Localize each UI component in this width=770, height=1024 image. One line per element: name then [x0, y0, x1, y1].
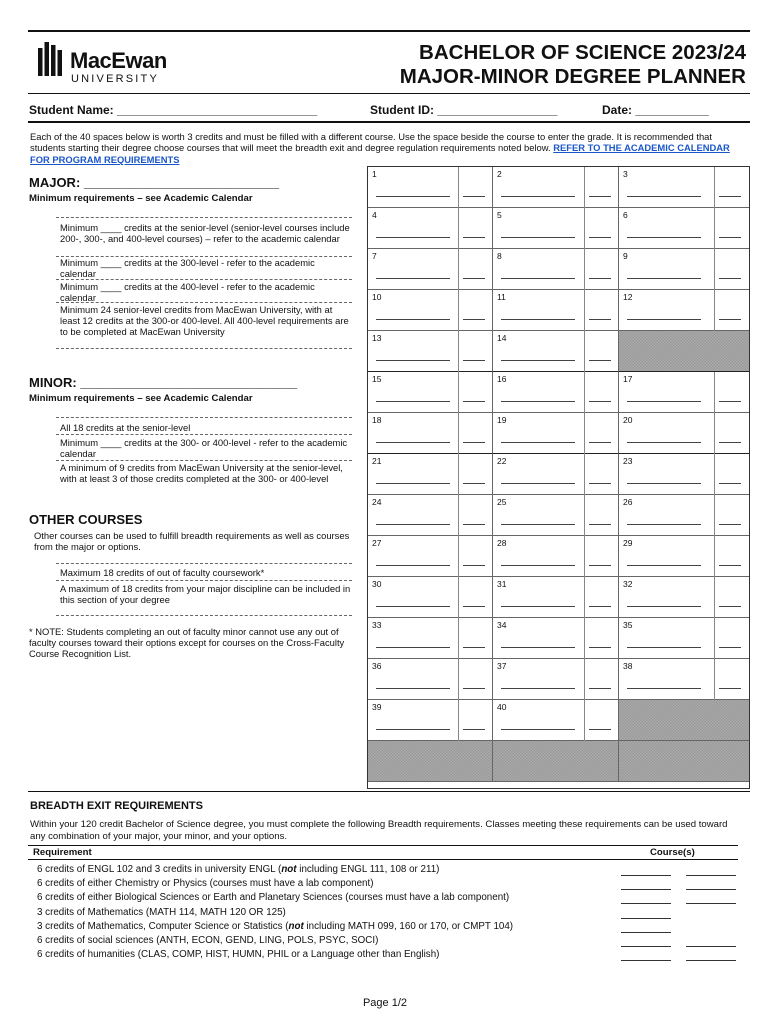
grade-divider: [458, 495, 459, 536]
course-blank[interactable]: [621, 903, 671, 904]
grade-line[interactable]: [719, 483, 741, 484]
breadth-intro: Within your 120 credit Bachelor of Science degree, you must complete the following Breadth requirements. Classes meeting these requirements can be used toward any combination of your major, your minor, and your options.: [30, 819, 728, 842]
requirement-text: 6 credits of either Chemistry or Physics (courses must have a lab component): [37, 878, 374, 890]
grade-line[interactable]: [589, 483, 611, 484]
course-slot-12[interactable]: [619, 290, 749, 331]
grade-divider: [714, 290, 715, 331]
course-slot-36[interactable]: [368, 659, 493, 700]
course-slot-number: 16: [497, 374, 507, 384]
breadth-requirement: [37, 921, 513, 932]
course-slot-number: 8: [497, 251, 502, 261]
course-slot-number: 33: [372, 620, 382, 630]
grade-divider: [714, 577, 715, 618]
grade-divider: [714, 618, 715, 659]
calendar-link[interactable]: REFER TO THE ACADEMIC CALENDAR FOR PROGRAM REQUIREMENTS: [30, 142, 730, 165]
header-rule: [28, 93, 750, 94]
course-slot-number: 39: [372, 702, 382, 712]
requirement-text: 6 credits of either Biological Sciences or Earth and Planetary Sciences (courses must have a lab component): [37, 892, 510, 904]
course-name-line[interactable]: [376, 401, 450, 402]
course-slot-number: 19: [497, 415, 507, 425]
course-slot-20[interactable]: [619, 413, 749, 454]
course-slot-26[interactable]: [619, 495, 749, 536]
course-slot-number: 4: [372, 210, 377, 220]
grade-divider: [458, 372, 459, 413]
course-slot-8[interactable]: [493, 249, 619, 290]
course-name-line[interactable]: [501, 319, 575, 320]
course-slot-17[interactable]: [619, 372, 749, 413]
course-name-line[interactable]: [376, 278, 450, 279]
course-slot-number: 3: [623, 169, 628, 179]
grade-divider: [458, 331, 459, 372]
course-slot-number: 31: [497, 579, 507, 589]
grade-line[interactable]: [463, 278, 485, 279]
major-req-4: Minimum 24 senior-level credits from MacEwan University, with at least 12 credits at the 300-or 400-level. All 400-level requirements are to be completed at MacEwan University: [60, 304, 349, 337]
divider: [56, 302, 352, 303]
course-name-line[interactable]: [376, 196, 450, 197]
course-name-line[interactable]: [376, 729, 450, 730]
grade-line[interactable]: [589, 729, 611, 730]
course-slot-number: 20: [623, 415, 633, 425]
grade-line[interactable]: [719, 442, 741, 443]
course-slot-16[interactable]: [493, 372, 619, 413]
grade-divider: [714, 659, 715, 700]
grade-line[interactable]: [463, 688, 485, 689]
grade-divider: [714, 208, 715, 249]
grade-line[interactable]: [463, 237, 485, 238]
course-name-line[interactable]: [501, 729, 575, 730]
grade-divider: [458, 536, 459, 577]
course-slot-19[interactable]: [493, 413, 619, 454]
grade-line[interactable]: [463, 606, 485, 607]
course-name-line[interactable]: [501, 483, 575, 484]
divider: [56, 434, 352, 435]
shaded-pattern: [619, 700, 749, 740]
course-name-line[interactable]: [501, 278, 575, 279]
course-name-line[interactable]: [376, 565, 450, 566]
course-name-line[interactable]: [376, 360, 450, 361]
other-heading: OTHER COURSES: [29, 512, 143, 527]
course-name-line[interactable]: [501, 196, 575, 197]
breadth-requirement: [37, 907, 286, 918]
course-slot-number: 35: [623, 620, 633, 630]
grade-line[interactable]: [463, 360, 485, 361]
course-name-line[interactable]: [627, 483, 701, 484]
grade-divider: [584, 495, 585, 536]
grade-line[interactable]: [589, 237, 611, 238]
grade-divider: [584, 413, 585, 454]
grade-line[interactable]: [463, 647, 485, 648]
course-slot-number: 7: [372, 251, 377, 261]
major-heading: MAJOR: ___________________________: [29, 175, 280, 190]
grade-line[interactable]: [589, 319, 611, 320]
intro-text: [30, 131, 746, 165]
grade-line[interactable]: [463, 442, 485, 443]
grade-divider: [584, 700, 585, 741]
grade-divider: [584, 454, 585, 495]
divider: [56, 615, 352, 616]
course-slot-number: 40: [497, 702, 507, 712]
other-req-2: A maximum of 18 credits from your major discipline can be included in this section of your degree: [60, 583, 351, 605]
grade-divider: [584, 249, 585, 290]
course-slot-13[interactable]: [368, 331, 493, 372]
grade-line[interactable]: [589, 278, 611, 279]
requirement-text: 6 credits of ENGL 102 and 3 credits in university ENGL (: [37, 864, 282, 875]
course-slot-number: 32: [623, 579, 633, 589]
grade-divider: [458, 618, 459, 659]
breadth-requirement: [37, 878, 374, 889]
course-slot-number: 34: [497, 620, 507, 630]
divider: [56, 460, 352, 461]
grade-divider: [584, 290, 585, 331]
grade-line[interactable]: [463, 483, 485, 484]
course-blank[interactable]: [621, 918, 671, 919]
grade-line[interactable]: [589, 401, 611, 402]
course-name-line[interactable]: [501, 606, 575, 607]
minor-heading: MINOR: ______________________________: [29, 375, 298, 390]
grade-line[interactable]: [589, 647, 611, 648]
student-id-field[interactable]: Student ID: __________________: [370, 103, 558, 117]
course-blank[interactable]: [621, 946, 671, 947]
grade-divider: [458, 249, 459, 290]
grade-line[interactable]: [719, 278, 741, 279]
course-slot-number: 24: [372, 497, 382, 507]
course-slot-28[interactable]: [493, 536, 619, 577]
course-name-line[interactable]: [627, 606, 701, 607]
shaded-empty-slot: [493, 741, 619, 782]
table-header-rule: [28, 859, 738, 860]
course-name-line[interactable]: [376, 319, 450, 320]
course-slot-number: 30: [372, 579, 382, 589]
divider: [56, 217, 352, 218]
course-name-line[interactable]: [627, 401, 701, 402]
page-number: Page 1/2: [362, 997, 408, 1009]
requirement-text: 3 credits of Mathematics, Computer Science or Statistics (: [37, 920, 289, 932]
course-slot-39[interactable]: [368, 700, 493, 741]
course-name-line[interactable]: [376, 647, 450, 648]
course-name-line[interactable]: [376, 442, 450, 443]
grade-line[interactable]: [589, 360, 611, 361]
course-slot-1[interactable]: [368, 167, 493, 208]
requirement-text-end: including ENGL 111, 108 or 211): [296, 864, 440, 875]
grade-divider: [584, 577, 585, 618]
course-slot-number: 17: [623, 374, 633, 384]
other-description: Other courses can be used to fulfill breadth requirements as well as courses from the major or options.: [34, 530, 350, 552]
course-slot-number: 14: [497, 333, 507, 343]
course-name-line[interactable]: [501, 524, 575, 525]
course-slot-number: 27: [372, 538, 382, 548]
course-slot-6[interactable]: [619, 208, 749, 249]
course-slot-number: 28: [497, 538, 507, 548]
course-slot-37[interactable]: [493, 659, 619, 700]
grade-divider: [584, 372, 585, 413]
course-slot-35[interactable]: [619, 618, 749, 659]
course-slot-32[interactable]: [619, 577, 749, 618]
requirement-emphasis: not: [288, 920, 304, 932]
shaded-empty-slot: [619, 741, 749, 782]
course-name-line[interactable]: [501, 647, 575, 648]
grade-divider: [584, 331, 585, 372]
grade-line[interactable]: [463, 729, 485, 730]
intro-body: Each of the 40 spaces below is worth 3 credits and must be filled with a different course. Use the space beside the course to enter the grade. It is recommended that students starting their degree choose courses that will meet the breadth exit and degree regulation requirements noted below.: [30, 131, 712, 154]
shaded-empty-slot: [368, 741, 493, 782]
breadth-requirement: [37, 864, 439, 875]
fields-rule: [28, 121, 750, 123]
breadth-requirement: [37, 935, 378, 946]
shaded-pattern: [368, 741, 492, 781]
grade-line[interactable]: [719, 237, 741, 238]
grade-line[interactable]: [463, 319, 485, 320]
course-slot-number: 37: [497, 661, 507, 671]
course-slot-30[interactable]: [368, 577, 493, 618]
grade-line[interactable]: [463, 401, 485, 402]
divider: [56, 279, 352, 280]
minor-req-1: All 18 credits at the senior-level: [60, 422, 191, 433]
course-name-line[interactable]: [501, 565, 575, 566]
course-grid: [367, 166, 750, 789]
grade-divider: [458, 208, 459, 249]
course-name-line[interactable]: [501, 360, 575, 361]
course-slot-number: 21: [372, 456, 382, 466]
breadth-heading: BREADTH EXIT REQUIREMENTS: [30, 800, 203, 812]
shaded-pattern: [619, 741, 749, 781]
course-slot-number: 12: [623, 292, 633, 302]
grade-line[interactable]: [589, 442, 611, 443]
course-slot-number: 25: [497, 497, 507, 507]
course-slot-25[interactable]: [493, 495, 619, 536]
macewan-logo-icon: [38, 42, 64, 76]
shaded-pattern: [619, 331, 749, 371]
course-name-line[interactable]: [627, 688, 701, 689]
course-slot-number: 15: [372, 374, 382, 384]
course-blank[interactable]: [621, 889, 671, 890]
grade-line[interactable]: [719, 524, 741, 525]
course-name-line[interactable]: [376, 237, 450, 238]
course-slot-number: 11: [497, 292, 506, 302]
course-slot-7[interactable]: [368, 249, 493, 290]
grade-divider: [458, 700, 459, 741]
course-slot-number: 18: [372, 415, 382, 425]
divider: [56, 348, 352, 349]
grade-line[interactable]: [719, 565, 741, 566]
requirement-text: 6 credits of humanities (CLAS, COMP, HIST, HUMN, PHIL or a Language other than English): [37, 949, 440, 961]
grade-line[interactable]: [719, 647, 741, 648]
divider: [56, 580, 352, 581]
breadth-rule: [28, 791, 750, 792]
course-slot-9[interactable]: [619, 249, 749, 290]
requirement-emphasis: not: [281, 864, 297, 875]
course-name-line[interactable]: [376, 524, 450, 525]
grade-divider: [458, 290, 459, 331]
course-name-line[interactable]: [627, 647, 701, 648]
grade-line[interactable]: [719, 401, 741, 402]
breadth-requirement: [37, 892, 509, 903]
course-blank[interactable]: [686, 875, 736, 876]
course-slot-38[interactable]: [619, 659, 749, 700]
course-slot-5[interactable]: [493, 208, 619, 249]
shaded-empty-slot: [619, 331, 749, 372]
course-slot-number: 38: [623, 661, 633, 671]
course-slot-27[interactable]: [368, 536, 493, 577]
course-slot-number: 13: [372, 333, 382, 343]
course-slot-number: 9: [623, 251, 628, 261]
major-req-2: Minimum ____ credits at the 300-level - refer to the academic calendar: [60, 257, 315, 279]
grade-line[interactable]: [719, 688, 741, 689]
course-slot-number: 5: [497, 210, 502, 220]
grade-divider: [584, 659, 585, 700]
course-blank[interactable]: [686, 889, 736, 890]
course-name-line[interactable]: [501, 688, 575, 689]
course-slot-number: 1: [372, 169, 377, 179]
course-slot-11[interactable]: [493, 290, 619, 331]
grade-line[interactable]: [719, 196, 741, 197]
course-slot-18[interactable]: [368, 413, 493, 454]
course-slot-number: 22: [497, 456, 507, 466]
grade-line[interactable]: [589, 606, 611, 607]
grade-divider: [714, 413, 715, 454]
course-slot-23[interactable]: [619, 454, 749, 495]
grade-line[interactable]: [463, 524, 485, 525]
student-name-field[interactable]: Student Name: ______________________________: [29, 103, 318, 117]
logo-name: MacEwan: [70, 48, 167, 73]
course-slot-number: 29: [623, 538, 633, 548]
grade-line[interactable]: [463, 196, 485, 197]
course-name-line[interactable]: [627, 237, 701, 238]
course-name-line[interactable]: [627, 319, 701, 320]
course-slot-15[interactable]: [368, 372, 493, 413]
divider: [56, 563, 352, 564]
course-slot-29[interactable]: [619, 536, 749, 577]
course-blank[interactable]: [686, 960, 736, 961]
major-req-3: Minimum ____ credits at the 400-level - refer to the academic calendar: [60, 281, 315, 303]
divider: [56, 417, 352, 418]
course-name-line[interactable]: [501, 401, 575, 402]
course-name-line[interactable]: [627, 196, 701, 197]
shaded-pattern: [493, 741, 618, 781]
course-blank[interactable]: [621, 875, 671, 876]
minor-req-3: A minimum of 9 credits from MacEwan University at the senior-level, with at least 3 of those credits completed at the 300- or 400-level: [60, 462, 343, 484]
minor-subheading: Minimum requirements – see Academic Calendar: [29, 393, 253, 404]
course-slot-21[interactable]: [368, 454, 493, 495]
grade-line[interactable]: [719, 606, 741, 607]
grade-line[interactable]: [463, 565, 485, 566]
grade-line[interactable]: [589, 196, 611, 197]
course-slot-34[interactable]: [493, 618, 619, 659]
other-note: * NOTE: Students completing an out of faculty minor cannot use any out of faculty courses toward their options except for courses on the Cross-Faculty Course Recognition List.: [29, 626, 345, 659]
grade-divider: [458, 413, 459, 454]
grade-divider: [714, 249, 715, 290]
logo-university: UNIVERSITY: [71, 73, 160, 85]
grade-divider: [458, 659, 459, 700]
grade-divider: [714, 495, 715, 536]
grade-line[interactable]: [719, 319, 741, 320]
course-slot-14[interactable]: [493, 331, 619, 372]
course-name-line[interactable]: [627, 278, 701, 279]
grade-divider: [714, 454, 715, 495]
course-slot-4[interactable]: [368, 208, 493, 249]
course-blank[interactable]: [621, 960, 671, 961]
course-name-line[interactable]: [376, 483, 450, 484]
course-name-line[interactable]: [376, 606, 450, 607]
course-slot-number: 2: [497, 169, 502, 179]
grade-divider: [714, 372, 715, 413]
grade-divider: [584, 167, 585, 208]
grade-divider: [584, 208, 585, 249]
page-subtitle: MAJOR-MINOR DEGREE PLANNER: [399, 65, 746, 88]
table-rule: [28, 845, 738, 846]
grade-divider: [458, 577, 459, 618]
minor-req-2: Minimum ____ credits at the 300- or 400-level - refer to the academic calendar: [60, 437, 348, 459]
course-name-line[interactable]: [376, 688, 450, 689]
course-slot-number: 6: [623, 210, 628, 220]
shaded-empty-slot: [619, 700, 749, 741]
requirement-column-header: Requirement: [33, 847, 92, 858]
grade-divider: [584, 536, 585, 577]
course-slot-number: 26: [623, 497, 633, 507]
course-slot-22[interactable]: [493, 454, 619, 495]
date-field[interactable]: Date: ___________: [602, 103, 709, 117]
course-slot-3[interactable]: [619, 167, 749, 208]
course-name-line[interactable]: [627, 565, 701, 566]
grade-divider: [458, 454, 459, 495]
requirement-text: 3 credits of Mathematics (MATH 114, MATH 120 OR 125): [37, 906, 286, 918]
grade-divider: [714, 167, 715, 208]
course-name-line[interactable]: [627, 524, 701, 525]
course-blank[interactable]: [686, 903, 736, 904]
major-subheading: Minimum requirements – see Academic Calendar: [29, 193, 253, 204]
course-name-line[interactable]: [501, 237, 575, 238]
course-slot-24[interactable]: [368, 495, 493, 536]
course-name-line[interactable]: [501, 442, 575, 443]
grade-line[interactable]: [589, 688, 611, 689]
grade-divider: [584, 618, 585, 659]
course-slot-40[interactable]: [493, 700, 619, 741]
course-name-line[interactable]: [627, 442, 701, 443]
breadth-requirement: [37, 949, 439, 960]
page-title: BACHELOR OF SCIENCE 2023/24: [419, 41, 746, 64]
major-req-1: Minimum ____ credits at the senior-level (senior-level courses include 200-, 300-, and 400-level courses) – refer to the academic calendar: [60, 222, 350, 244]
course-blank[interactable]: [621, 932, 671, 933]
course-blank[interactable]: [686, 946, 736, 947]
grade-divider: [458, 167, 459, 208]
course-slot-10[interactable]: [368, 290, 493, 331]
requirement-text: 6 credits of social sciences (ANTH, ECON, GEND, LING, POLS, PSYC, SOCI): [37, 935, 379, 946]
course-slot-2[interactable]: [493, 167, 619, 208]
other-req-1: Maximum 18 credits of out of faculty coursework*: [60, 567, 265, 578]
course-slot-number: 36: [372, 661, 382, 671]
requirement-text-end: including MATH 099, 160 or 170, or CMPT 104): [303, 920, 514, 932]
grade-line[interactable]: [589, 524, 611, 525]
course-slot-number: 23: [623, 456, 633, 466]
top-rule: [28, 30, 750, 32]
grade-divider: [714, 536, 715, 577]
course-slot-number: 10: [372, 292, 382, 302]
course-slot-33[interactable]: [368, 618, 493, 659]
grade-line[interactable]: [589, 565, 611, 566]
course-slot-31[interactable]: [493, 577, 619, 618]
courses-column-header: Course(s): [650, 847, 695, 858]
